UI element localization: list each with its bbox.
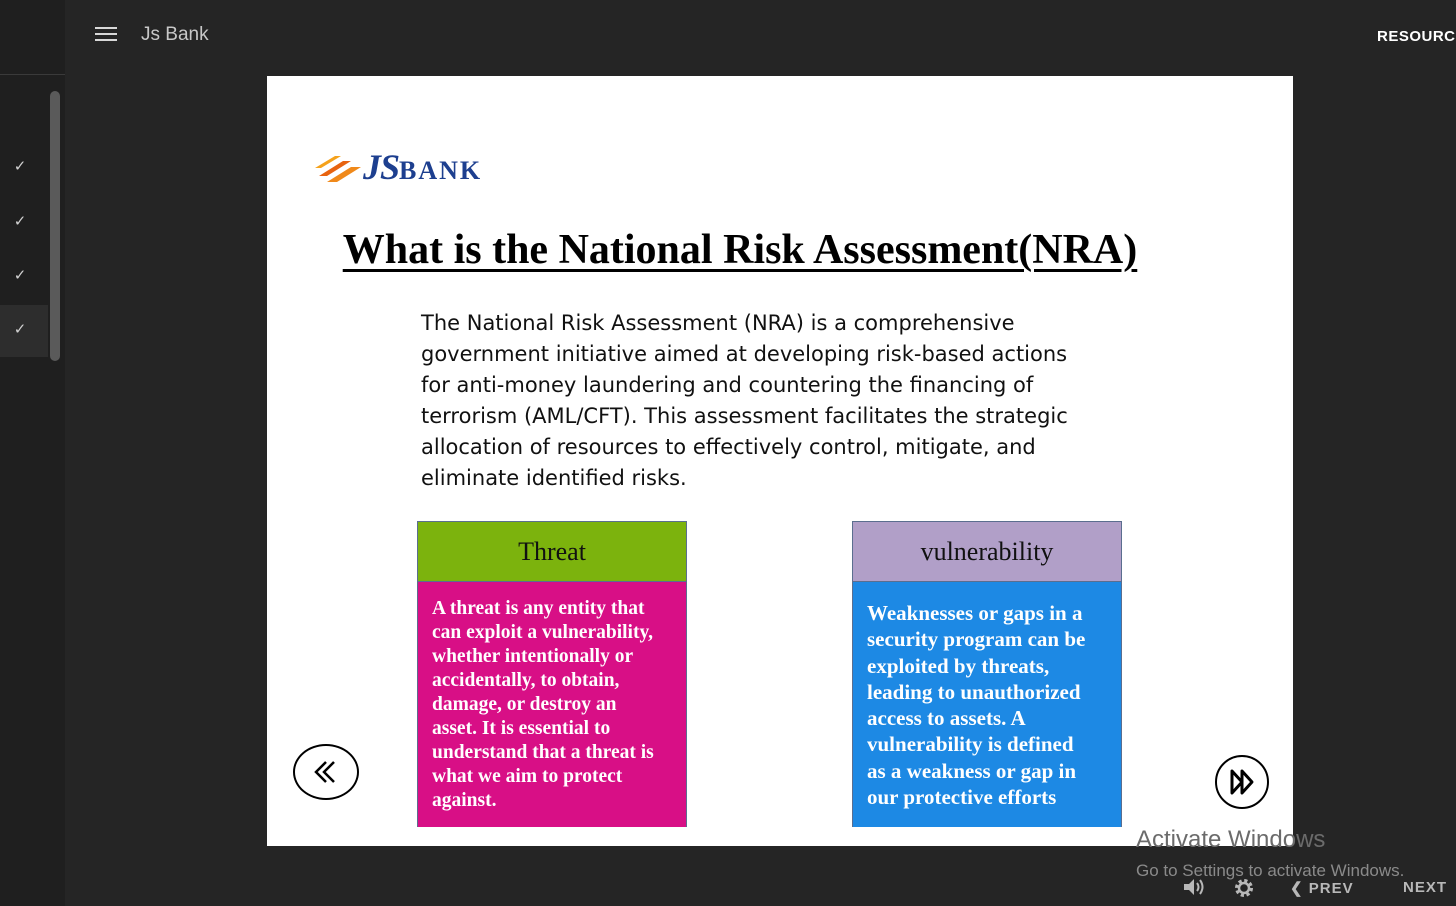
vulnerability-line: as a weakness or gap in (867, 758, 1077, 783)
prev-label: PREV (1308, 880, 1354, 897)
app-title: Js Bank (141, 24, 209, 45)
threat-line: whether intentionally or (432, 646, 634, 667)
resources-button[interactable]: RESOURC (1377, 28, 1456, 45)
threat-line: can exploit a vulnerability, (432, 622, 654, 643)
sidebar-item-4-check-icon[interactable]: ✓ (13, 321, 27, 338)
threat-body (418, 582, 686, 827)
activate-windows-title: Activate Windows (1136, 826, 1326, 853)
threat-card (417, 521, 687, 827)
sidebar-item-2-check-icon[interactable]: ✓ (13, 213, 27, 230)
gear-icon[interactable] (1232, 876, 1256, 905)
vulnerability-line: Weaknesses or gaps in a (867, 601, 1083, 625)
volume-icon[interactable] (1182, 876, 1206, 903)
vulnerability-line: leading to unauthorized (867, 679, 1081, 704)
slide-title: What is the National Risk Assessment(NRA) (342, 227, 1138, 273)
footer-prev-button[interactable] (1290, 879, 1354, 897)
slide-canvas (267, 76, 1293, 846)
threat-line: A threat is any entity that (432, 598, 645, 619)
hamburger-menu-icon[interactable] (95, 27, 117, 43)
footer-next-button[interactable] (1403, 879, 1447, 896)
threat-heading: Threat (418, 522, 686, 582)
sidebar-header (0, 0, 65, 75)
vulnerability-body (853, 582, 1121, 827)
vulnerability-line: our protective efforts (867, 785, 1057, 810)
logo-bank-text: BANK (399, 156, 483, 185)
sidebar-scrollbar[interactable] (50, 91, 60, 361)
sidebar-item-3-check-icon[interactable]: ✓ (13, 267, 27, 284)
js-bank-logo (311, 146, 561, 186)
intro-line: terrorism (AML/CFT). This assessment facilitates the strategic (421, 404, 1068, 428)
slide-prev-button[interactable] (293, 744, 359, 800)
threat-line: accidentally, to obtain, (432, 670, 620, 691)
threat-line: asset. It is essential to (432, 718, 611, 739)
intro-paragraph (421, 308, 1081, 494)
top-bar (65, 0, 1446, 74)
intro-line: for anti-money laundering and countering the financing of (421, 373, 1034, 397)
intro-line: eliminate identified risks. (421, 466, 687, 490)
vulnerability-card (852, 521, 1122, 827)
threat-line: what we aim to protect (432, 766, 623, 787)
next-label: NEXT (1403, 879, 1448, 896)
slide-next-button[interactable] (1215, 755, 1269, 809)
intro-line: The National Risk Assessment (NRA) is a comprehensive (421, 311, 1015, 335)
vulnerability-line: access to assets. A (867, 706, 1026, 731)
threat-line: understand that a threat is (432, 742, 654, 763)
vulnerability-heading: vulnerability (853, 522, 1121, 582)
logo-js-text: JS (363, 147, 400, 187)
threat-line: damage, or destroy an (432, 694, 617, 715)
fast-forward-icon (1217, 757, 1267, 807)
sidebar-item-1-check-icon[interactable]: ✓ (13, 158, 27, 175)
sidebar (0, 0, 65, 906)
double-chevron-left-icon (295, 746, 357, 798)
intro-line: government initiative aimed at developing risk-based actions (421, 342, 1068, 366)
threat-line: against. (432, 790, 497, 811)
logo-wordmark (363, 146, 482, 188)
chevron-left-icon: ❮ (1290, 880, 1304, 897)
vulnerability-line: security program can be (867, 627, 1086, 652)
intro-line: allocation of resources to effectively control, mitigate, and (421, 435, 1036, 459)
vulnerability-line: exploited by threats, (867, 653, 1050, 678)
vulnerability-line: vulnerability is defined (867, 732, 1074, 757)
activate-windows-subtitle: Go to Settings to activate Windows. (1136, 861, 1405, 880)
logo-stripes-icon (311, 146, 367, 186)
